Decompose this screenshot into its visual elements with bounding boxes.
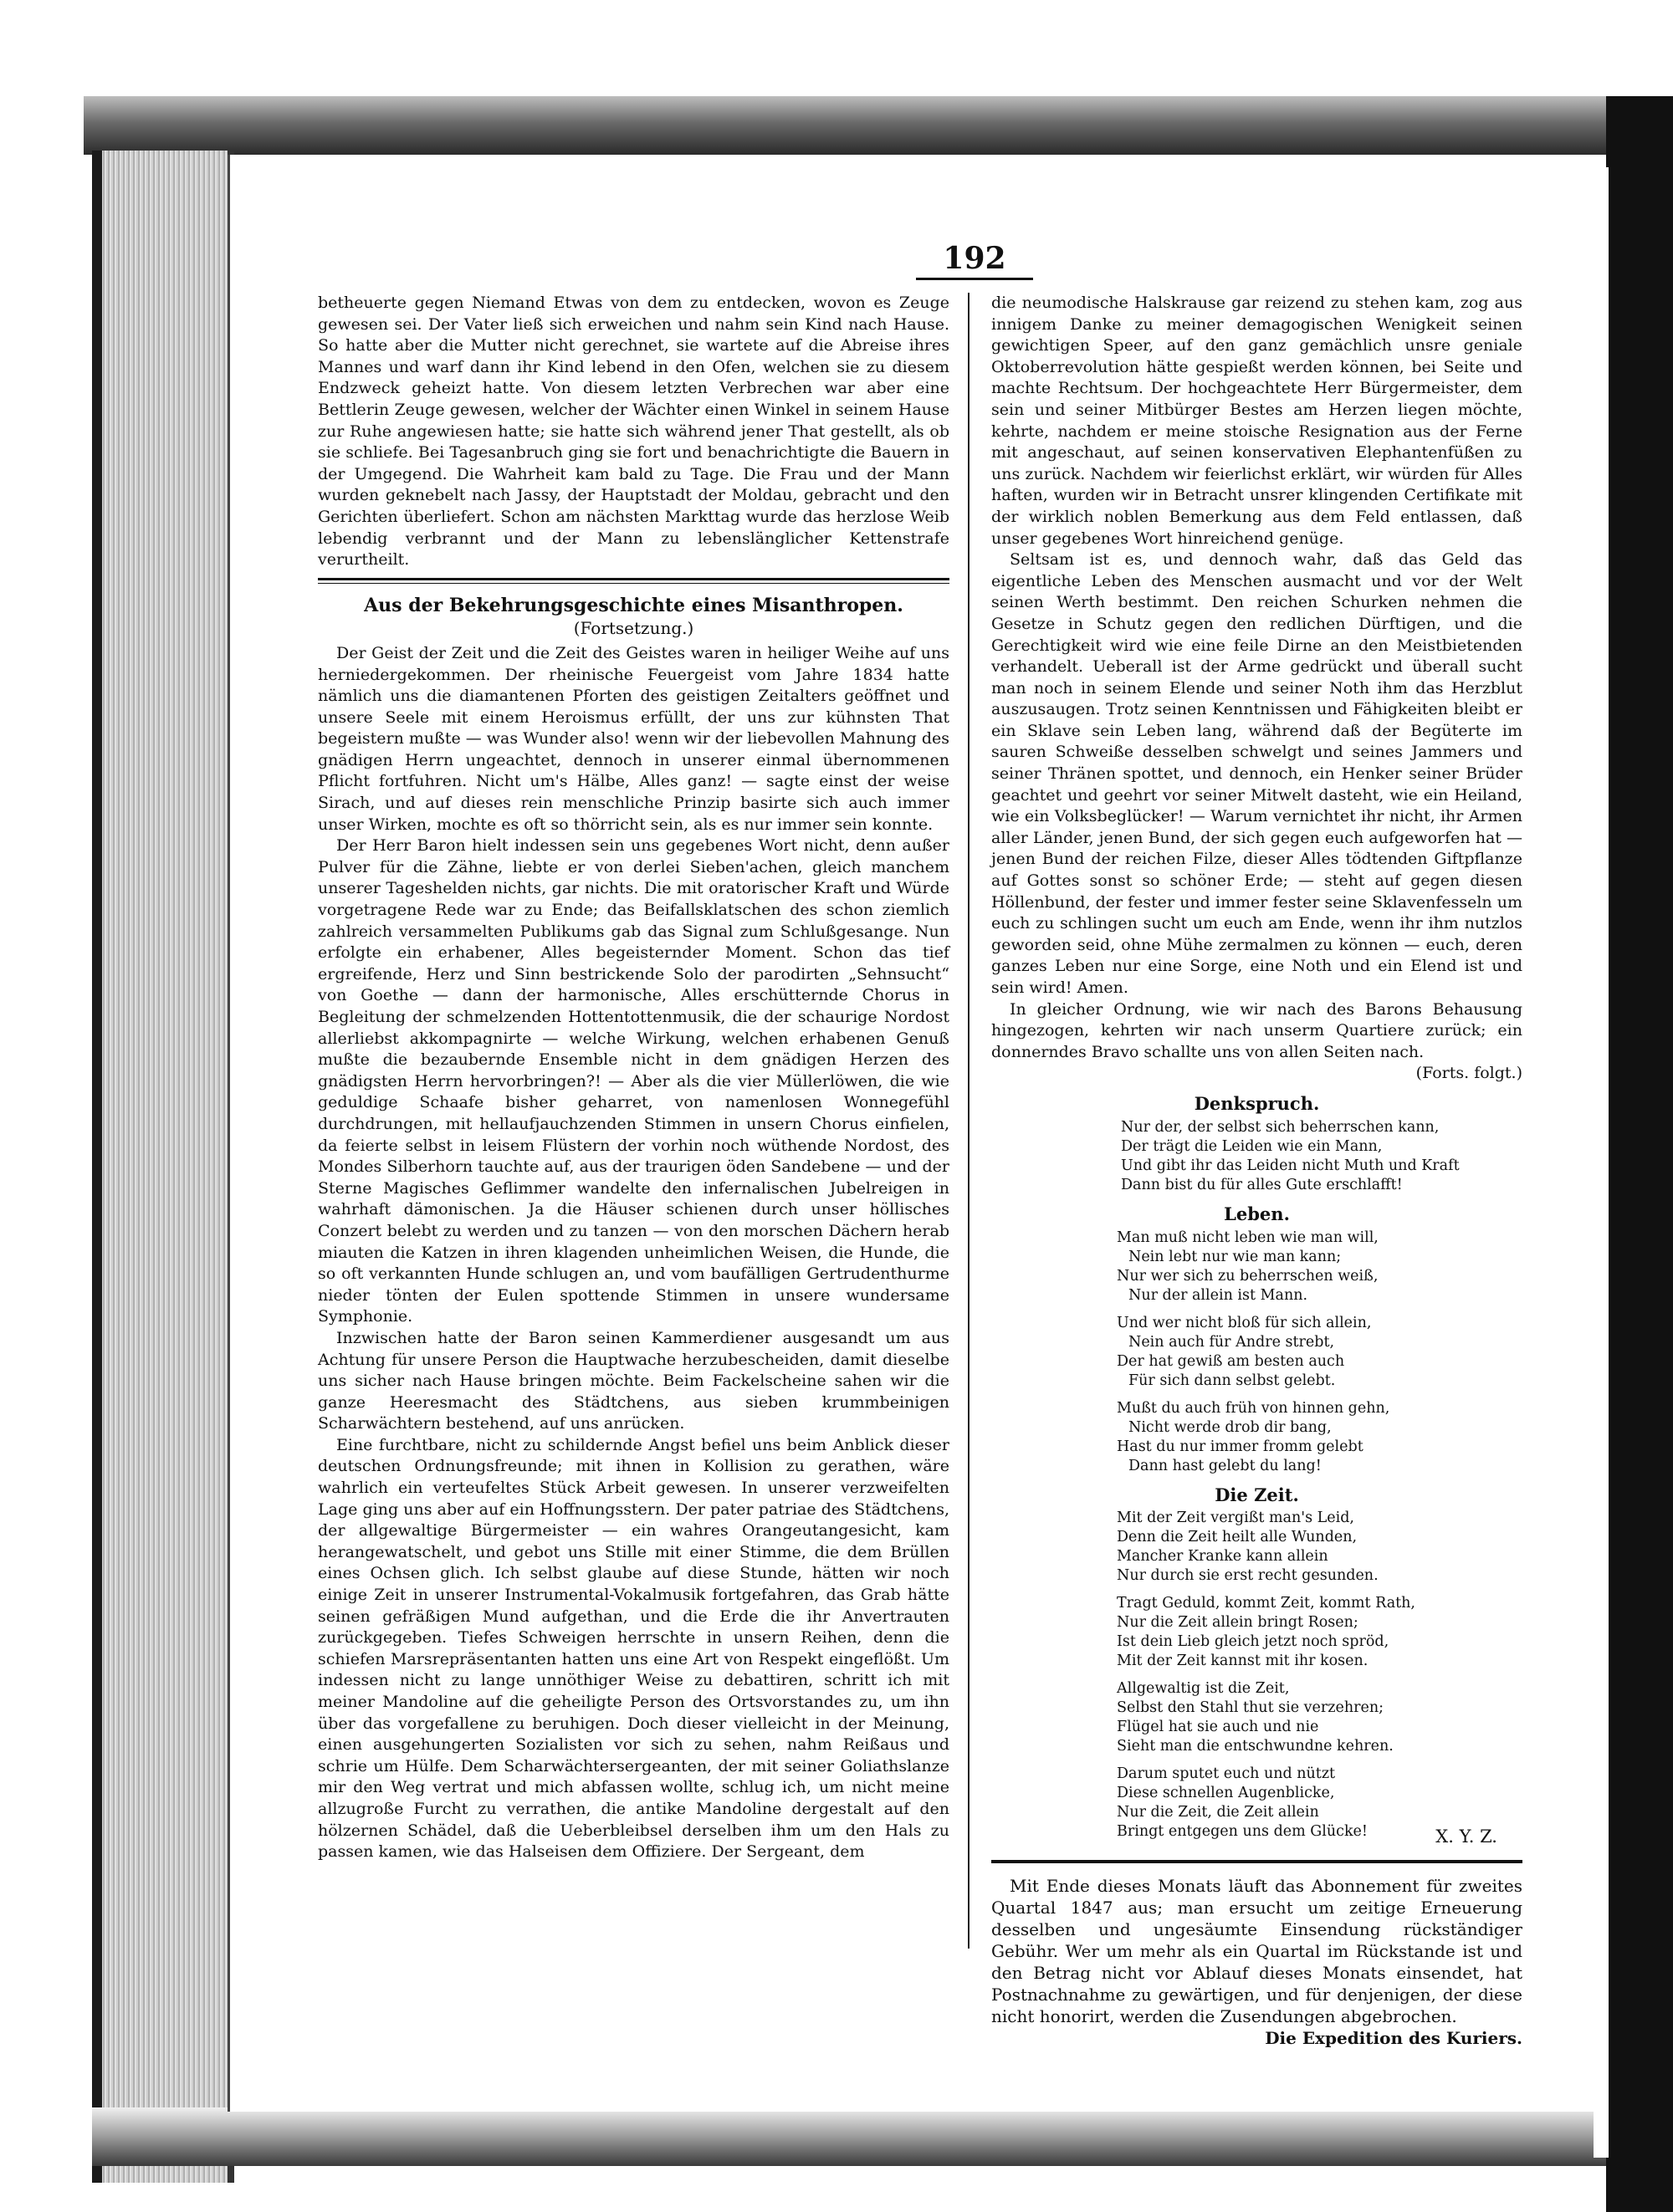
section-title: Aus der Bekehrungsgeschichte eines Misanthropen.: [364, 594, 903, 616]
story-paragraph-money: Seltsam ist es, und dennoch wahr, daß das Geld das eigentliche Leben des Menschen ausmacht und vor der Welt seinen Werth bestimmt. Den reichen Schurken nehmen die Gesetze in Schutz gegen den redlichen Dürftigen, und die Gerechtigkeit wird wie eine feile Dirne an den Meistbietenden verhandelt. Ueberall ist der Arme gedrückt und überall sucht man noch in seinem Elende und seiner Noth ihm das Herzblut auszusaugen. Trotz seinen Kenntnissen und Fähigkeiten bleibt er ein Sklave sein Leben lang, während daß der Begüterte im sauren Schweiße desselben schwelgt und seines Jammers und seiner Thränen spottet, und dennoch, ein Henker seiner Brüder geachtet und geehrt vor seiner Mitwelt dasteht, wie ein Heiland, wie ein Volksbeglücker! — Warum vernichtet ihr nicht, ihr Armen aller Länder, jenen Bund, der sich gegen euch aufgeworfen hat — jenen Bund der reichen Filze, dieser Alles tödtenden Giftpflanze auf Gottes sonst so schöner Erde; — steht auf gegen diesen Höllenbund, der fester und immer fester seine Sklavenfesseln um euch zu schlingen sucht um euch am Ende, wenn ihr ihm nutzlos geworden seid, ohne Mühe zermalmen zu können — euch, deren ganzes Leben nur eine Sorge, eine Noth und ein Elend ist und sein wird! Amen.: [991, 550, 1522, 997]
poem-line: Mit der Zeit kannst mit ihr kosen.: [1117, 1653, 1369, 1670]
to-be-continued: (Forts. folgt.): [1415, 1064, 1522, 1083]
poem-line: Dann bist du für alles Gute erschlafft!: [1121, 1176, 1403, 1193]
story-paragraph-return: [991, 999, 1522, 1083]
book-page-edges-bottom: [92, 2107, 1606, 2166]
poem-signature: X. Y. Z.: [1435, 1826, 1497, 1847]
scan-frame-right: [1606, 96, 1673, 2212]
poem-line: Denn die Zeit heilt alle Wunden,: [1117, 1529, 1358, 1546]
subscription-notice: Mit Ende dieses Monats läuft das Abonnement für zweites Quartal 1847 aus; man ersucht um zeitige Erneuerung desselben und ungesäumte Einsendung rückständiger Gebühr. Wer um mehr als ein Quartal im Rückstande ist und den Betrag nicht vor Ablauf dieses Monats einsendet, hat Postnachnahme zu gewärtigen, und für denjenigen, der diese nicht honorirt, werden die Zusendungen abgebrochen.: [991, 1875, 1522, 2026]
right-column: [991, 293, 1522, 2049]
story-continuation-paragraph: die neumodische Halskrause gar reizend zu stehen kam, zog aus innigem Danke zu meiner demagogischen Wenigkeit seinen gewichtigen Speer, auf den ganz gemächlich unsre geniale Oktoberrevolution hätte gespießt werden können, bei Seite und machte Rechtsum. Der hochgeachtete Herr Bürgermeister, dem sein und seiner Mitbürger Bestes am Herzen liegen möchte, kehrte, nachdem er meine stoische Resignation aus der Ferne mit angeschaut, auf seinen konservativen Elephantenfüßen zu uns zurück. Nachdem wir feierlichst erklärt, wir würden für Alles haften, wurden wir in Betracht unsrer klingenden Certifikate mit der wirklich noblen Bemerkung aus dem Feld entlassen, daß unser gegebenes Wort hinreichend genüge.: [991, 294, 1522, 548]
poem-line: Dann hast gelebt du lang!: [1128, 1457, 1322, 1474]
page-number: 192: [916, 241, 1033, 280]
poem-zeit-stanza-2: [991, 1594, 1522, 1671]
intro-paragraph: betheuerte gegen Niemand Etwas von dem zu entdecken, wovon es Zeuge gewesen sei. Der Vater ließ sich erweichen und nahm sein Kind nach Hause. So hatte aber die Mutter nicht gerechnet, sie wartete auf die Abreise ihres Mannes und warf dann ihr Kind lebend in den Ofen, welchen sie zu diesem Endzweck geheizt hatte. Von diesem letzten Verbrechen war aber eine Bettlerin Zeuge gewesen, welcher der Wächter einen Winkel in seinem Hause zur Ruhe angewiesen hatte; sie hatte sich während jener That gestellt, als ob sie schliefe. Bei Tagesanbruch ging sie fort und benachrichtigte die Bauern in der Umgegend. Die Wahrheit kam bald zu Tage. Die Frau und der Mann wurden geknebelt nach Jassy, der Hauptstadt der Moldau, gebracht und den Gerichten überliefert. Schon am nächsten Markttag wurde das herzlose Weib lebendig verbrannt und der Mann zu lebenslänglicher Kettenstrafe verurtheilt.: [318, 294, 949, 570]
poem-line: Nur der allein ist Mann.: [1128, 1286, 1308, 1304]
poem-line: Und gibt ihr das Leiden nicht Muth und Kraft: [1121, 1157, 1460, 1174]
poem-zeit-stanza-3: [991, 1679, 1522, 1756]
poem-line: Mancher Kranke kann allein: [1117, 1548, 1328, 1566]
story-paragraph-1: Der Geist der Zeit und die Zeit des Geistes waren in heiliger Weihe auf uns herniedergekommen. Der rheinische Feuergeist vom Jahre 1834 hatte nämlich uns die diamantenen Pforten des geistigen Zeitalters geöffnet und unsere Seele mit einem Heroismus erfüllt, der uns zur kühnsten That begeistern mußte — was Wunder also! wenn wir der liebevollen Mahnung des gnädigen Herrn ungeachtet, dennoch in unserer einmal übernommenen Pflicht fortfuhren. Nicht um's Hälbe, Alles ganz! — sagte einst der weise Sirach, und auf dieses rein menschliche Prinzip basirte sich auch immer unser Wirken, mochte es oft so thörricht sein, als es nur immer sein konnte.: [318, 643, 949, 834]
notice-signature: Die Expedition des Kuriers.: [1265, 2027, 1522, 2048]
poem-zeit-stanza-1: [991, 1509, 1522, 1586]
section-subtitle: (Fortsetzung.): [573, 618, 694, 639]
poem-line: Mußt du auch früh von hinnen gehn,: [1117, 1399, 1390, 1417]
poem-line: Flügel hat sie auch und nie: [1117, 1719, 1319, 1736]
poem-line: Der hat gewiß am besten auch: [1117, 1352, 1345, 1370]
poem-line: Allgewaltig ist die Zeit,: [1117, 1680, 1290, 1698]
poem-denkspruch: [991, 1118, 1522, 1195]
story-paragraph-4: Eine furchtbare, nicht zu schildernde Angst befiel uns beim Anblick dieser deutschen Ordnungsfreunde; mit ihnen in Kollision zu gerathen, wäre wahrlich ein verteufeltes Stück Arbeit gewesen. In unserer verzweifelten Lage ging uns aber auf ein Hoffnungsstern. Der pater patriae des Städtchens, der allgewaltige Bürgermeister — ein wahres Orangeutangesicht, kam herangewatschelt, und gebot uns Stille mit einer Stimme, die dem Brüllen eines Ochsen glich. Ich selbst glaube auf diese Stunde, hätten wir noch einige Zeit in unserer Instrumental-Vokalmusik fortgefahren, das Grab hätte seinen gefräßigen Mund aufgethan, und die Erde die ihr Anvertrauten zurückgegeben. Tiefes Schweigen herrschte in unsern Reihen, denn die schiefen Marsrepräsentanten hatten uns eine Art von Respekt eingeflößt. Um indessen nicht zu lange unnöthiger Weise zu debattiren, schritt ich mit meiner Mandoline auf die geheiligte Person des Ortsvorstandes zu, um ihn über das vorgefallene zu beruhigen. Doch dieser vielleicht in der Meinung, einen ausgehungerten Sozialisten vor sich zu sehen, nahm Reißaus und schrie um Hülfe. Dem Scharwächtersergeanten, der mit seiner Goliathslanze mir den Weg vertrat und mich abfassen wollte, schlug ich, um nicht meine allzugroße Furcht zu verrathen, die antike Mandoline dergestalt auf den hölzernen Schädel, daß die Ueberbleibsel derselben ihm um den Hals zu passen kamen, wie das Halseisen dem Offiziere. Der Sergeant, dem: [318, 1435, 949, 1862]
story-paragraph-2: Der Herr Baron hielt indessen sein uns gegebenes Wort nicht, denn außer Pulver für die Zähne, liebte er von derlei Sieben'achen, gleich manchem unserer Tageshelden nichts, gar nichts. Die mit oratorischer Kraft und Würde vorgetragene Rede war zu Ende; das Beifallsklatschen des schon ziemlich zahlreich versammelten Publikums gab das Signal zum Schlußgesange. Nun erfolgte ein erhabener, Alles begeisternder Moment. Schon das tief ergreifende, Herz und Sinn bestrickende Solo der parodirten „Sehnsucht“ von Goethe — dann der harmonische, Alles erschütternde Chorus in Begleitung der schmelzenden Hottentottenmusik, die der schaurige Nordost allerliebst akkompagnirte — welche Wirkung, welchen erhabenen Genuß mußte die bezaubernde Ensemble nicht in dem gnädigen Herzen des gnädigsten Herrn hervorbringen?! — Aber als die vier Müllerlöwen, die wie geduldige Schaafe bisher geharret, von namenlosen Wonnegefühl durchdrungen, mit hellaufjauchzenden Stimmen in unsern Chorus einfielen, da feierte selbst in leisem Flüstern der vorhin noch wüthende Nordost, des Mondes Silberhorn tauchte auf, aus der traurigen öden Sandebene — und der Sterne Magisches Geflimmer wandelte den infernalischen Jubelreigen in wahrhaft dämonischen. Ja die Häuser schienen durch unser höllisches Conzert belebt zu werden und zu tanzen — von den morschen Dächern herab miauten die Katzen in ihren klagenden unheimlichen Weisen, die Hunde, die so oft verkannten Hunde schlugen an, und vom baufälligen Gertrudenthurme nieder tönten der Eulen spottende Stimmen in unsere wundersame Symphonie.: [318, 836, 949, 1326]
poem-line: Nicht werde drob dir bang,: [1128, 1418, 1332, 1436]
poem-line: Nein auch für Andre strebt,: [1128, 1333, 1335, 1351]
poem-title-die-zeit: Die Zeit.: [1215, 1484, 1299, 1505]
notice-divider: [991, 1860, 1522, 1863]
scan-frame-top: [84, 96, 1673, 155]
poem-line: Ist dein Lieb gleich jetzt noch spröd,: [1117, 1633, 1389, 1651]
poem-line: Man muß nicht leben wie man will,: [1117, 1229, 1379, 1246]
poem-title-leben: Leben.: [1224, 1203, 1290, 1224]
poem-line: Sieht man die entschwundne kehren.: [1117, 1738, 1394, 1755]
poem-leben-stanza-1: [991, 1229, 1522, 1305]
poem-line: Mit der Zeit vergißt man's Leid,: [1117, 1510, 1354, 1527]
poem-leben-stanza-2: [991, 1314, 1522, 1391]
story-paragraph-return-text: In gleicher Ordnung, wie wir nach des Barons Behausung hingezogen, kehrten wir nach unserm Quartiere zurück; ein donnerndes Bravo schallte uns von allen Seiten nach.: [991, 999, 1522, 1061]
poem-line: Bringt entgegen uns dem Glücke!: [1117, 1823, 1368, 1841]
poem-title-denkspruch: Denkspruch.: [1194, 1093, 1320, 1115]
scan-frame-right-inner: [1594, 167, 1609, 2158]
left-column: [318, 293, 949, 1863]
story-paragraph-3: Inzwischen hatte der Baron seinen Kammerdiener ausgesandt um aus Achtung für unsere Person die Hauptwache herzubescheiden, damit dieselbe uns sicher nach Hause bringen möchte. Beim Fackelscheine sahen wir die ganze Heeresmacht des Städtchens, aus sieben krummbeinigen Scharwächtern bestehend, auf uns anrücken.: [318, 1328, 949, 1433]
poem-line: Selbst den Stahl thut sie verzehren;: [1117, 1699, 1384, 1717]
poem-line: Nur die Zeit allein bringt Rosen;: [1117, 1614, 1358, 1632]
poem-line: Der trägt die Leiden wie ein Mann,: [1121, 1137, 1383, 1155]
poem-line: Nein lebt nur wie man kann;: [1128, 1248, 1342, 1265]
poem-line: Tragt Geduld, kommt Zeit, kommt Rath,: [1117, 1595, 1415, 1612]
poem-leben-stanza-3: [991, 1399, 1522, 1476]
poem-line: Diese schnellen Augenblicke,: [1117, 1785, 1335, 1802]
poem-line: Nur der, der selbst sich beherrschen kann,: [1121, 1118, 1440, 1136]
poem-line: Und wer nicht bloß für sich allein,: [1117, 1314, 1372, 1331]
poem-line: Hast du nur immer fromm gelebt: [1117, 1438, 1363, 1455]
section-divider: [318, 578, 949, 584]
poem-line: Nur wer sich zu beherrschen weiß,: [1117, 1267, 1379, 1285]
poem-line: Für sich dann selbst gelebt.: [1128, 1372, 1336, 1389]
book-page-edges: [92, 151, 234, 2183]
poem-line: Nur die Zeit, die Zeit allein: [1117, 1804, 1319, 1821]
column-divider: [968, 293, 970, 1949]
poem-line: Nur durch sie erst recht gesunden.: [1117, 1567, 1379, 1585]
poem-line: Darum sputet euch und nützt: [1117, 1765, 1336, 1783]
